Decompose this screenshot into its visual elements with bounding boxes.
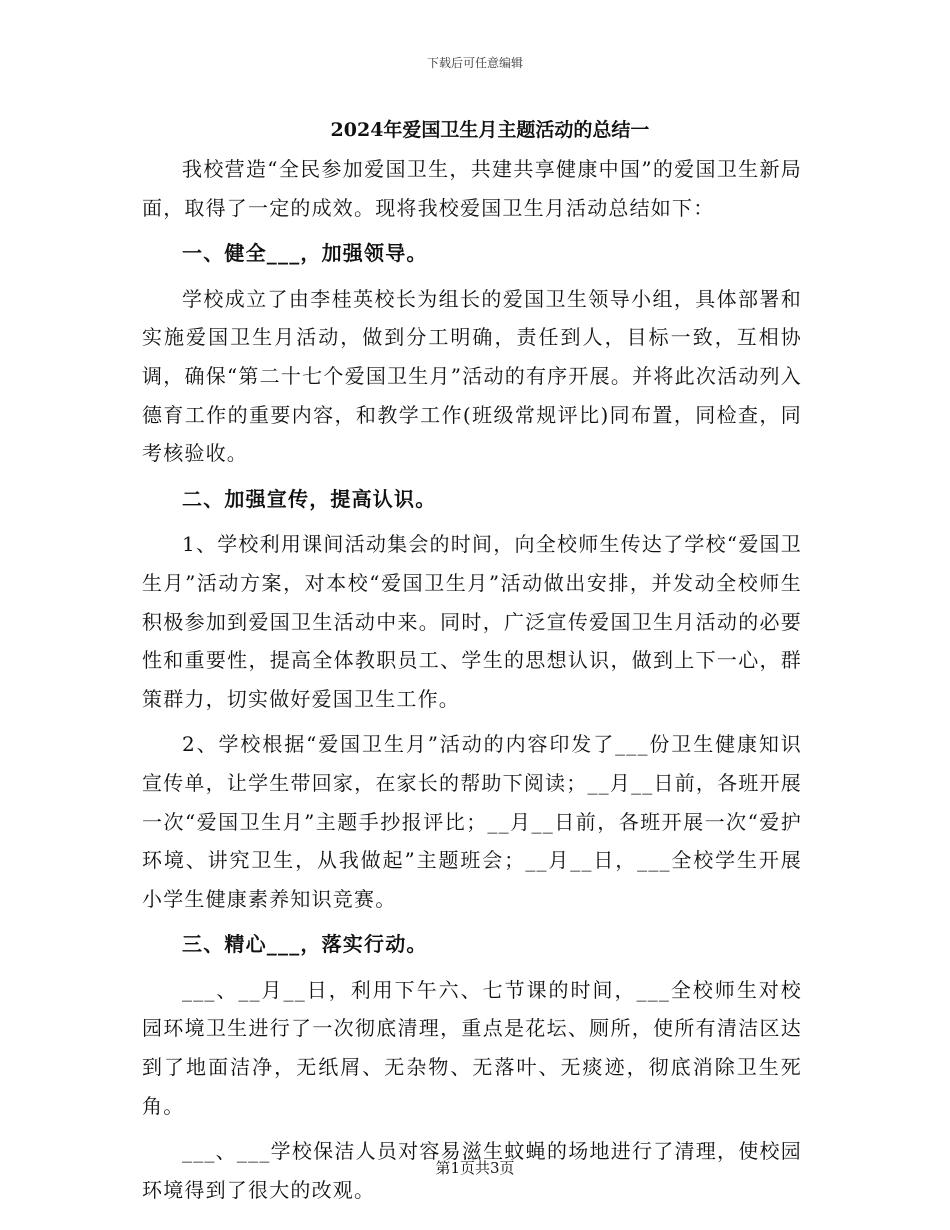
intro-paragraph: 我校营造“全民参加爱国卫生，共建共享健康中国”的爱国卫生新局面，取得了一定的成效。现将我校爱国卫生月活动总结如下： xyxy=(142,157,802,220)
section-2-heading: 二、加强宣传，提高认识。 xyxy=(182,486,437,511)
document-body xyxy=(142,114,802,1216)
section-1-heading: 一、健全___，加强领导。 xyxy=(182,241,428,266)
section-2-paragraph-2: 2、学校根据“爱国卫生月”活动的内容印发了___份卫生健康知识宣传单，让学生带回家，在家长的帮助下阅读；__月__日前，各班开展一次“爱国卫生月”主题手抄报评比；__月__日前，各班开展一次“爱护环境、讲究卫生，从我做起”主题班会；__月__日，___全校学生开展小学生健康素养知识竞赛。 xyxy=(142,732,802,911)
page-header-note: 下载后可任意编辑 xyxy=(426,56,523,70)
section-3-paragraph-2: ___、___学校保洁人员对容易滋生蚊蝇的场地进行了清理，使校园环境得到了很大的改观。 xyxy=(142,1139,802,1202)
section-3-heading: 三、精心___，落实行动。 xyxy=(182,932,428,957)
section-3-paragraph-1: ___、__月__日，利用下午六、七节课的时间，___全校师生对校园环境卫生进行了一次彻底清理，重点是花坛、厕所，使所有清洁区达到了地面洁净，无纸屑、无杂物、无落叶、无痰迹，彻底消除卫生死角。 xyxy=(142,977,802,1118)
section-1-paragraph-1: 学校成立了由李桂英校长为组长的爱国卫生领导小组，具体部署和实施爱国卫生月活动，做到分工明确，责任到人，目标一致，互相协调，确保“第二十七个爱国卫生月”活动的有序开展。并将此次活动列入德育工作的重要内容，和教学工作(班级常规评比)同布置，同检查，同考核验收。 xyxy=(142,286,802,466)
document-title: 2024年爱国卫生月主题活动的总结一 xyxy=(330,119,650,141)
section-2-paragraph-1: 1、学校利用课间活动集会的时间，向全校师生传达了学校“爱国卫生月”活动方案，对本校“爱国卫生月”活动做出安排，并发动全校师生积极参加到爱国卫生活动中来。同时，广泛宣传爱国卫生月活动的必要性和重要性，提高全体教职员工、学生的思想认识，做到上下一心，群策群力，切实做好爱国卫生工作。 xyxy=(142,532,802,711)
page-number: 第1页共3页 xyxy=(435,1159,515,1177)
